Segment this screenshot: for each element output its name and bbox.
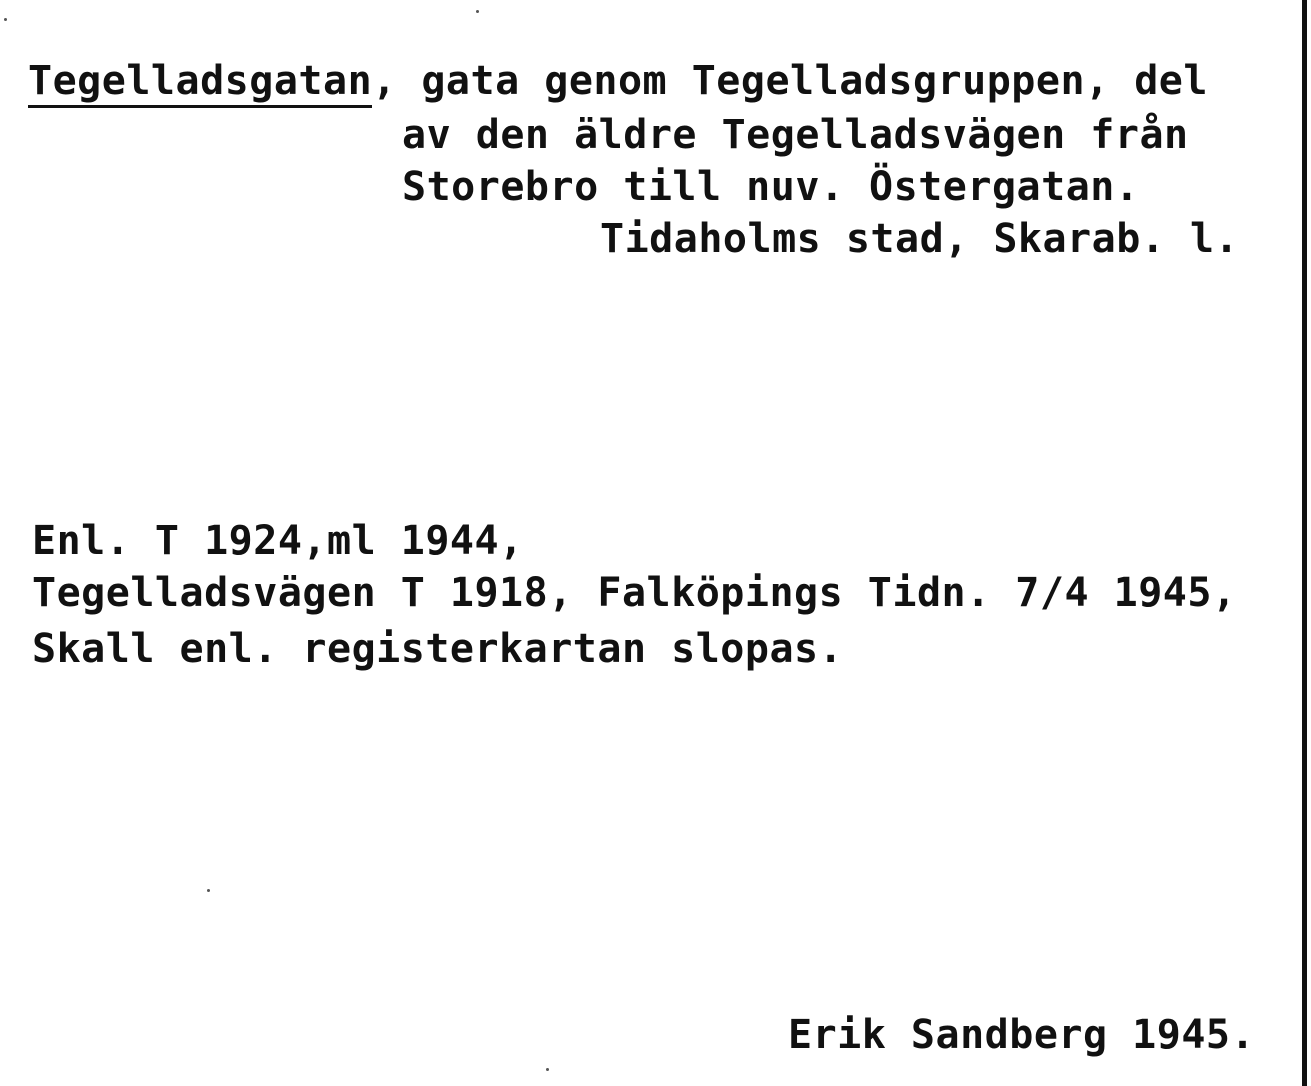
paper-speck xyxy=(546,1068,549,1071)
paper-speck xyxy=(207,889,210,892)
headword: Tegelladsgatan xyxy=(28,58,372,108)
paper-speck xyxy=(476,10,479,13)
signature: Erik Sandberg 1945. xyxy=(788,1012,1256,1058)
source-line-2: Tegelladsvägen T 1918, Falköpings Tidn. 7/4 1945, xyxy=(32,570,1237,616)
entry-location: Tidaholms stad, Skarab. l. xyxy=(600,216,1240,262)
source-line-3: Skall enl. registerkartan slopas. xyxy=(32,626,844,672)
entry-line-2: av den äldre Tegelladsvägen från xyxy=(402,112,1189,158)
paper-speck xyxy=(4,18,7,21)
source-line-1: Enl. T 1924,ml 1944, xyxy=(32,518,524,564)
card-right-edge xyxy=(1302,0,1307,1086)
entry-line-1 xyxy=(28,58,1208,104)
entry-line-1-rest: , gata genom Tegelladsgruppen, del xyxy=(372,58,1208,104)
entry-line-3: Storebro till nuv. Östergatan. xyxy=(402,164,1140,210)
